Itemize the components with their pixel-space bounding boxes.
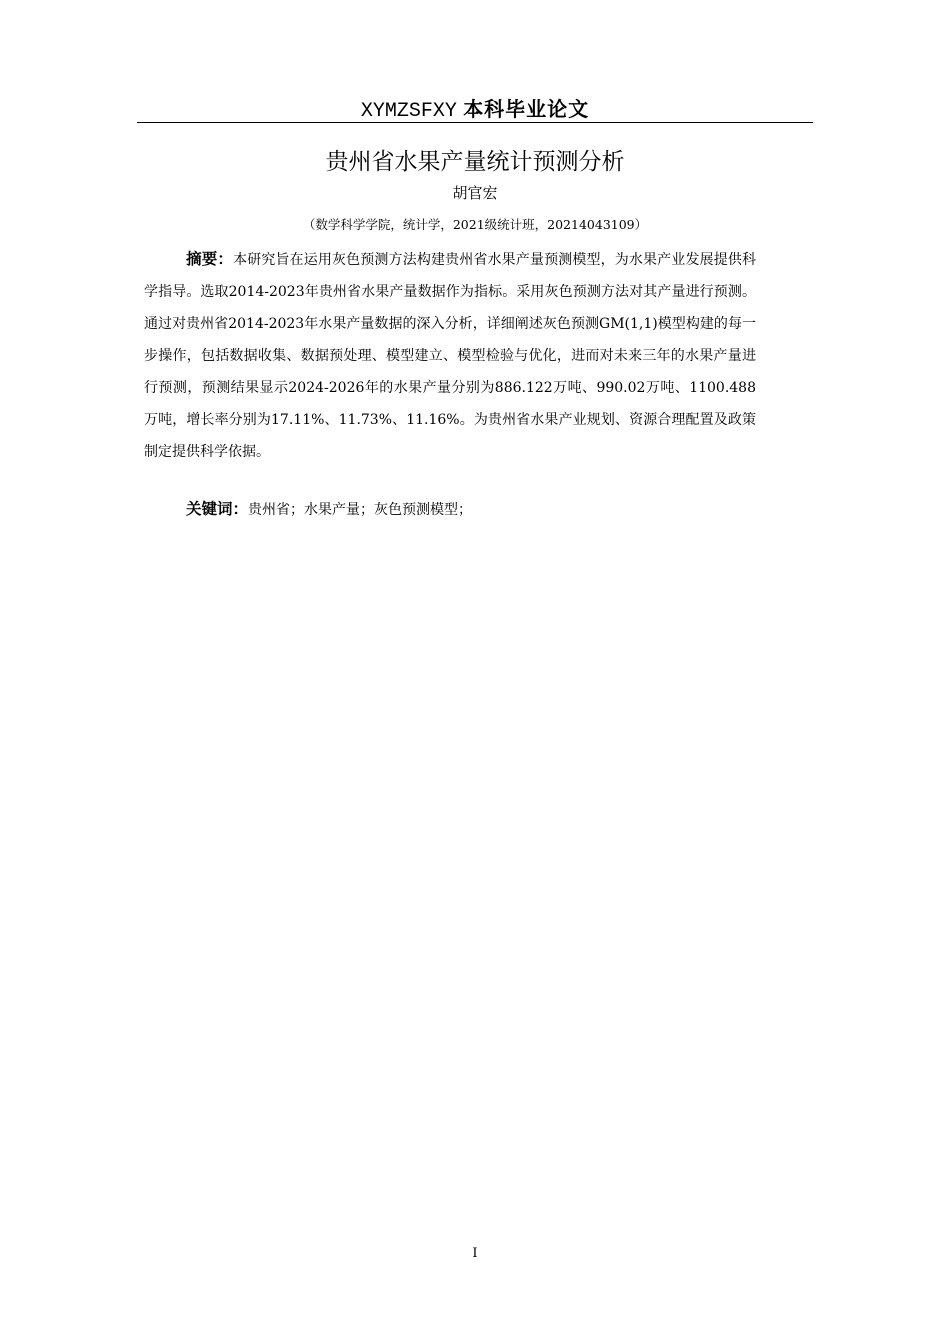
keywords-text: 贵州省；水果产量；灰色预测模型； [248,502,473,518]
header-rule [137,122,813,123]
paper-affiliation: （数学科学学院，统计学，2021级统计班，20214043109） [302,217,648,232]
abstract-paragraph [144,243,756,468]
page-number: I [472,1246,478,1261]
keywords-paragraph [144,493,756,526]
keywords-label: 关键词： [186,500,249,518]
header-title: 本科毕业论文 [463,97,590,121]
abstract-label: 摘要： [186,250,234,268]
paper-title: 贵州省水果产量统计预测分析 [325,149,625,175]
header-latin: XYMZSFXY [360,100,457,123]
abstract-text: 本研究旨在运用灰色预测方法构建贵州省水果产量预测模型，为水果产业发展提供科学指导。选取2014-2023年贵州省水果产量数据作为指标。采用灰色预测方法对其产量进行预测。通过对贵州省2014-2023年水果产量数据的深入分析，详细阐述灰色预测GM(1,1)模型构建的每一步操作，包括数据收集、数据预处理、模型建立、模型检验与优化，进而对未来三年的水果产量进行预测，预测结果显示2024-2026年的水果产量分别为886.122万吨、990.02万吨、1100.488万吨，增长率分别为17.11%、11.73%、11.16%。为贵州省水果产业规划、资源合理配置及政策制定提供科学依据。 [144,252,756,460]
paper-author: 胡官宏 [452,184,498,202]
running-header [137,96,813,125]
